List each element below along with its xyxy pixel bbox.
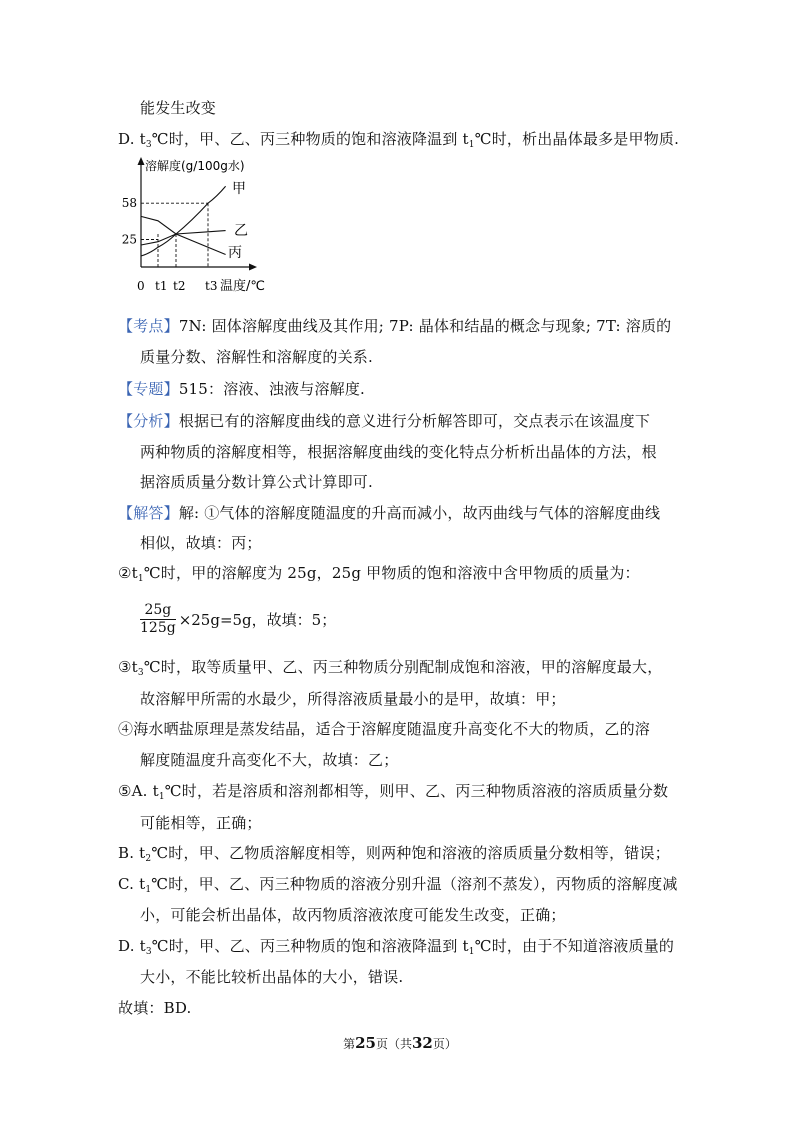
answer-3-line-2: 故溶解甲所需的水最少，所得溶液质量最小的是甲，故填：甲； [140,690,566,708]
jieda-line-1: 【解答】解: ①气体的溶解度随温度的升高而减小，故丙曲线与气体的溶解度曲线 [118,504,661,522]
text-line: 能发生改变 [140,99,217,117]
series-label: 甲 [232,181,246,197]
answer-5-line-1: ⑤A. $t_1℃$时，若是溶质和溶剂都相等，则甲、乙、丙三种物质溶液的溶质质量分数 [118,782,669,802]
answer-4-line-1: ④海水晒盐原理是蒸发结晶，适合于溶解度随温度升高变化不大的物质，乙的溶 [118,720,651,738]
option-c-line-1: C. $t_1℃$时，甲、乙、丙三种物质的溶液分别升温（溶剂不蒸发），丙物质的溶解度减 [118,875,678,895]
fenxi-line-2: 两种物质的溶解度相等，根据溶解度曲线的变化特点分析析出晶体的方法，根 [140,443,657,461]
x-tick-label: t1 [155,279,168,293]
fenxi-tag: 【分析】 [118,412,179,430]
series-curve [141,231,226,245]
final-answer-line: 故填：BD. [118,999,192,1017]
option-b-line: B. $t_2℃$时，甲、乙物质溶解度相等，则两种饱和溶液的溶质质量分数相等，错误； [118,844,670,864]
jieda-tag: 【解答】 [118,504,179,522]
answer-3-line-1: $③t_3℃$时，取等质量甲、乙、丙三种物质分别配制成饱和溶液，甲的溶解度最大， [118,658,663,678]
y-tick-label: 25 [121,232,137,247]
option-d-answer-line-1: D. $t_3℃$时，甲、乙、丙三种物质的饱和溶液降温到 $t_1℃$时，由于不知道溶液质量的 [118,937,675,957]
fraction [140,602,176,637]
series-label: 乙 [234,223,248,239]
fraction-denominator: 125g [140,620,176,636]
series-curve [141,186,226,256]
fraction-numerator: 25g [140,602,176,620]
x-tick-label: 0 [137,279,145,293]
page-total: 32 [412,1034,433,1052]
answer-5-line-2: 可能相等，正确； [140,814,262,832]
fraction-expression [140,602,336,637]
x-tick-label: t2 [173,279,186,293]
page-number: 25 [355,1034,376,1052]
y-axis-arrow [138,157,145,165]
x-axis-arrow [249,264,257,271]
x-axis-label: 温度/℃ [220,279,265,294]
kaodian-tag: 【考点】 [118,317,179,335]
page-footer: 第25页（共32页） [343,1034,457,1052]
answer-2-line: $②t_1℃$时，甲的溶解度为 25g，25g 甲物质的饱和溶液中含甲物质的质量为： [118,564,640,584]
solubility-chart [118,155,278,295]
kaodian-line-2: 质量分数、溶解性和溶解度的关系. [140,348,373,366]
kaodian-line-1: 【考点】7N: 固体溶解度曲线及其作用; 7P: 晶体和结晶的概念与现象; 7T: 溶质的 [118,317,672,335]
series-label: 丙 [228,245,242,261]
series-curve [141,216,226,254]
answer-4-line-2: 解度随温度升高变化不大，故填：乙； [140,751,399,769]
x-tick-label: t3 [205,279,218,293]
option-d-line: D. $t_3℃$时，甲、乙、丙三种物质的饱和溶液降温到 $t_1℃$时，析出晶体最多是甲物质. [118,130,680,150]
zhuanti-line: 【专题】515：溶液、浊液与溶解度. [118,380,366,398]
option-d-answer-line-2: 大小，不能比较析出晶体的大小，错误. [140,968,404,986]
zhuanti-tag: 【专题】 [118,380,179,398]
y-axis-label: 溶解度(g/100g水) [145,159,245,173]
y-tick-label: 58 [121,196,137,211]
option-c-line-2: 小，可能会析出晶体，故丙物质溶液浓度可能发生改变，正确； [140,906,566,924]
jieda-line-2: 相似，故填：丙； [140,534,262,552]
fenxi-line-3: 据溶质质量分数计算公式计算即可. [140,473,373,491]
fenxi-line-1: 【分析】根据已有的溶解度曲线的意义进行分析解答即可，交点表示在该温度下 [118,412,651,430]
fraction-rest: ×25g=5g，故填：5； [178,611,337,629]
